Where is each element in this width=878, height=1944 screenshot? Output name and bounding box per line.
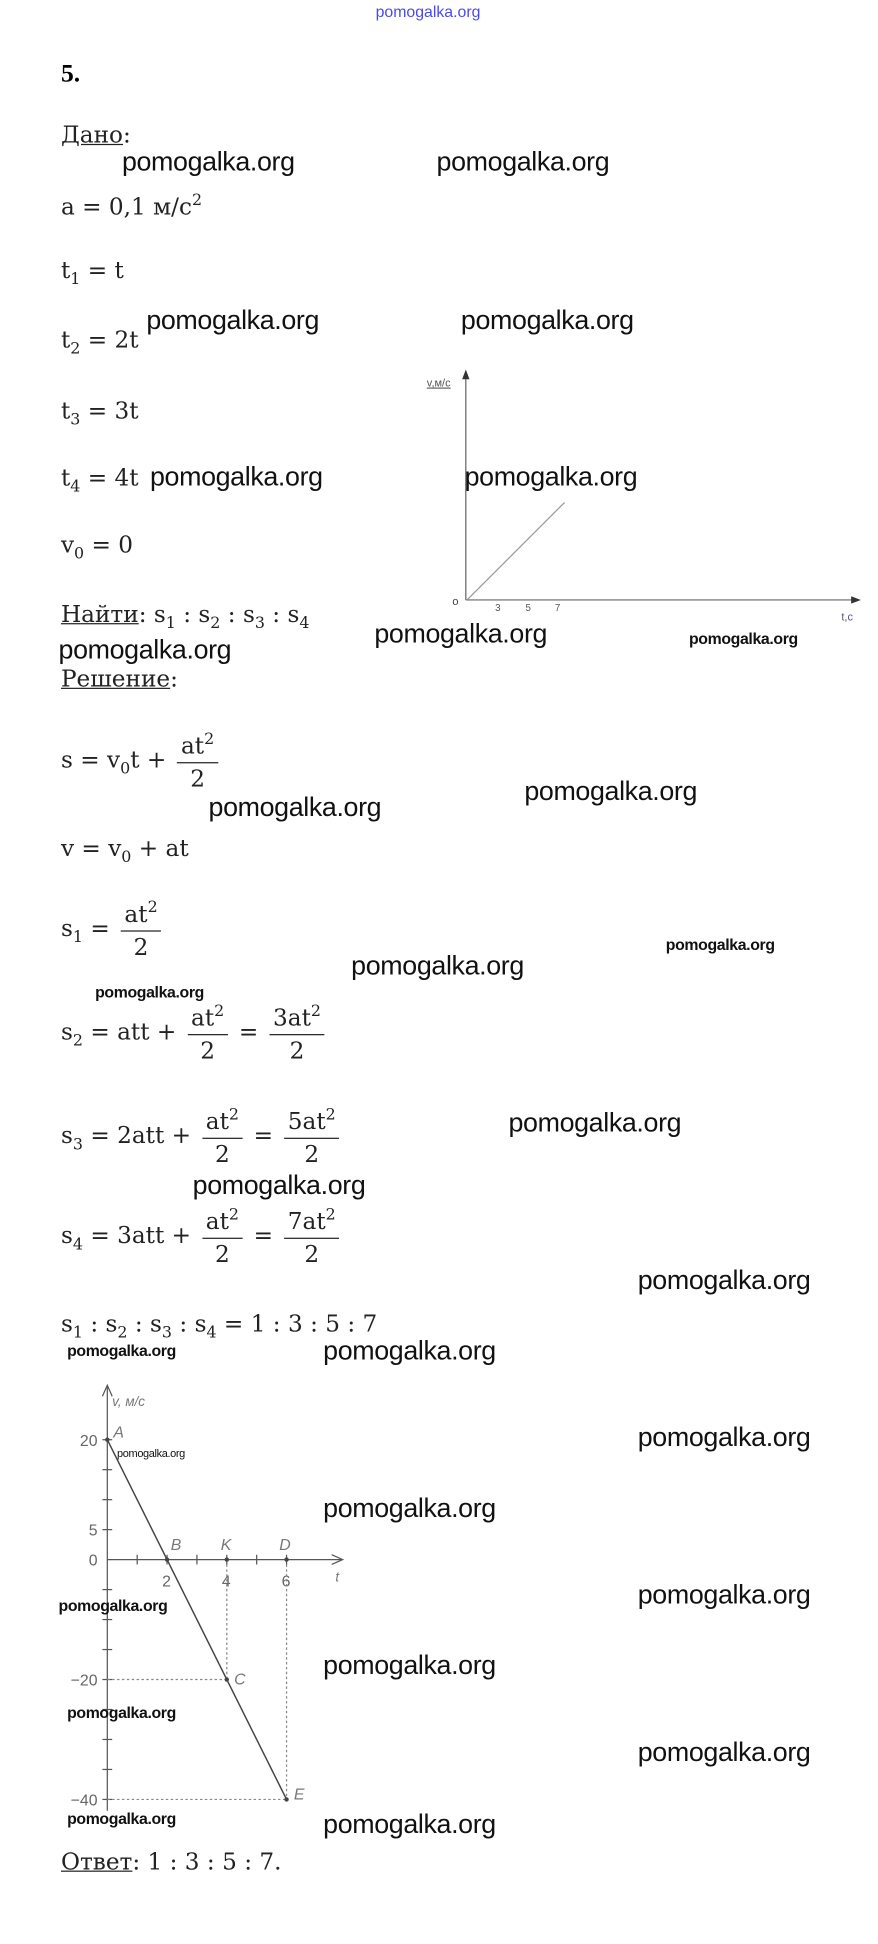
fraction <box>202 1207 243 1267</box>
formula-s1 <box>61 900 165 960</box>
watermark: pomogalka.org <box>323 1492 496 1524</box>
y-axis-label: v, м/с <box>112 1393 145 1409</box>
math-text: : s <box>138 601 166 628</box>
given-t3 <box>60 397 139 430</box>
math-text: : s <box>175 601 211 628</box>
fraction <box>202 1107 243 1167</box>
math-text: = 4t <box>80 464 139 492</box>
subscript: 2 <box>72 1032 83 1051</box>
solution-label: Решение <box>60 665 171 693</box>
math-text: s <box>60 915 73 942</box>
x-tick-label: 3 <box>495 602 501 614</box>
numerator <box>202 1107 243 1139</box>
given-acceleration <box>61 193 202 220</box>
y-axis-arrow-icon <box>462 369 469 379</box>
math-text: s <box>60 1122 73 1150</box>
superscript: 2 <box>228 1205 239 1225</box>
fraction <box>177 732 218 792</box>
math-text: = 2t <box>80 326 139 354</box>
subscript: 3 <box>72 1135 83 1155</box>
numerator <box>284 1107 339 1139</box>
math-text: at <box>180 732 205 760</box>
watermark: pomogalka.org <box>58 1596 168 1615</box>
subscript: 3 <box>70 410 81 430</box>
watermark: pomogalka.org <box>508 1107 682 1138</box>
superscript: 2 <box>325 1105 336 1125</box>
denominator <box>304 1139 319 1167</box>
given-label: Дано <box>60 121 124 149</box>
point-marker <box>284 1797 288 1801</box>
superscript: 2 <box>147 898 158 917</box>
watermark: pomogalka.org <box>436 146 610 177</box>
point-marker <box>105 1438 109 1442</box>
find-expression <box>138 601 310 633</box>
superscript: 2 <box>191 191 203 210</box>
math-text: 5at <box>287 1108 326 1136</box>
watermark: pomogalka.org <box>149 460 323 492</box>
x-axis-label: t,c <box>841 611 853 624</box>
math-text: s <box>60 1310 73 1338</box>
math-text: 2 <box>214 1141 230 1169</box>
fraction <box>121 900 162 960</box>
y-tick-label: 0 <box>88 1552 98 1570</box>
x-axis-arrow-icon <box>851 596 861 603</box>
math-text: s <box>60 1222 73 1250</box>
answer-value <box>132 1849 281 1876</box>
math-text: v = v <box>60 835 122 863</box>
watermark: pomogalka.org <box>374 618 548 649</box>
watermark: pomogalka.org <box>121 146 295 177</box>
subscript: 3 <box>254 614 265 633</box>
subscript: 1 <box>72 928 83 947</box>
math-text: = 3t <box>80 397 139 425</box>
header-watermark: pomogalka.org <box>375 2 481 21</box>
numerator <box>284 1207 339 1239</box>
x-tick-label: 7 <box>554 602 561 614</box>
math-text: = 2att + <box>82 1122 199 1150</box>
y-tick-label: −40 <box>70 1792 98 1810</box>
watermark: pomogalka.org <box>95 982 204 1002</box>
math-text: v <box>60 531 75 559</box>
point-label-a: A <box>113 1424 124 1442</box>
math-text: + at <box>131 835 189 863</box>
math-text: 2 <box>304 1141 320 1169</box>
find-line <box>60 601 310 633</box>
subscript: 4 <box>206 1324 217 1343</box>
formula-distance <box>61 732 222 792</box>
point-label-b: B <box>170 1536 182 1554</box>
answer-line <box>60 1848 282 1876</box>
subscript: 2 <box>117 1324 128 1343</box>
math-text: a = 0,1 м/с <box>60 193 192 221</box>
point-label-e: E <box>293 1786 305 1804</box>
formula-velocity <box>60 835 189 867</box>
watermark: pomogalka.org <box>464 460 638 492</box>
watermark: pomogalka.org <box>637 1421 811 1453</box>
formula-s2 <box>61 1004 328 1064</box>
superscript: 2 <box>228 1105 239 1125</box>
math-text: at <box>191 1004 215 1032</box>
math-text: 2 <box>304 1241 320 1269</box>
watermark: pomogalka.org <box>637 1264 811 1296</box>
denominator <box>190 763 205 791</box>
formula-s3 <box>61 1107 343 1167</box>
subscript: 2 <box>70 340 81 359</box>
x-tick-label: 5 <box>525 602 531 614</box>
given-v0 <box>60 531 134 564</box>
watermark: pomogalka.org <box>637 1736 811 1767</box>
watermark: pomogalka.org <box>323 1335 496 1366</box>
given-t2 <box>60 326 139 359</box>
subscript: 4 <box>72 1235 83 1255</box>
subscript: 4 <box>70 478 81 497</box>
y-tick-label: −20 <box>70 1672 98 1690</box>
formula-s4 <box>61 1207 343 1267</box>
denominator <box>200 1035 215 1063</box>
watermark: pomogalka.org <box>67 1809 176 1828</box>
y-tick-label: 5 <box>88 1522 98 1540</box>
math-text: : s <box>127 1310 162 1338</box>
x-axis-label: t <box>335 1569 340 1585</box>
math-text: 2 <box>133 934 149 961</box>
math-text: = 3att + <box>82 1222 199 1250</box>
math-text: t <box>60 464 71 492</box>
watermark: pomogalka.org <box>208 791 382 822</box>
fraction <box>284 1107 339 1167</box>
velocity-line <box>107 1440 286 1800</box>
point-marker <box>284 1557 288 1561</box>
subscript: 0 <box>120 760 131 779</box>
watermark: pomogalka.org <box>117 1447 185 1460</box>
numerator <box>202 1207 243 1239</box>
numerator <box>177 732 218 764</box>
given-t4 <box>60 464 139 497</box>
math-text: : s <box>220 601 255 628</box>
math-text: = <box>246 1122 281 1150</box>
subscript: 1 <box>72 1324 83 1343</box>
watermark: pomogalka.org <box>688 629 798 648</box>
velocity-line <box>467 502 565 600</box>
superscript: 2 <box>214 1002 225 1021</box>
superscript: 2 <box>310 1002 322 1021</box>
subscript: 2 <box>210 614 221 633</box>
numerator <box>269 1004 324 1036</box>
denominator <box>290 1035 305 1063</box>
point-marker <box>225 1677 229 1681</box>
math-text: 2 <box>289 1037 305 1065</box>
x-tick-label: 4 <box>221 1573 231 1591</box>
math-text: t <box>60 257 71 285</box>
math-text: 3at <box>273 1004 311 1032</box>
fraction <box>284 1207 339 1267</box>
math-text: at <box>205 1208 229 1236</box>
watermark: pomogalka.org <box>524 775 698 807</box>
math-text: t <box>60 326 71 354</box>
given-t1 <box>60 257 124 289</box>
numerator <box>121 900 162 932</box>
superscript: 2 <box>204 730 215 749</box>
math-text: 2 <box>214 1241 230 1269</box>
math-text: 2 <box>190 765 205 793</box>
point-marker <box>225 1557 229 1561</box>
subscript: 1 <box>165 614 176 633</box>
watermark: pomogalka.org <box>665 935 775 954</box>
watermark: pomogalka.org <box>146 304 320 336</box>
problem-number: 5. <box>60 58 81 88</box>
x-tick-label: 6 <box>281 1573 291 1591</box>
math-text: = t <box>80 257 124 285</box>
point-marker <box>165 1557 169 1561</box>
y-tick-label: 20 <box>79 1432 98 1450</box>
math-text: = 1 : 3 : 5 : 7 <box>216 1310 378 1338</box>
watermark: pomogalka.org <box>351 949 524 981</box>
math-text: 7at <box>287 1208 326 1236</box>
subscript: 0 <box>74 545 85 564</box>
subscript: 3 <box>161 1324 173 1343</box>
find-label: Найти <box>60 601 139 628</box>
denominator <box>134 932 149 960</box>
watermark: pomogalka.org <box>323 1808 496 1839</box>
math-text: : s <box>264 601 300 628</box>
velocity-graph-small <box>415 360 878 634</box>
subscript: 0 <box>121 848 132 867</box>
math-text: t + <box>130 746 174 774</box>
math-text: at <box>124 901 148 928</box>
denominator <box>215 1239 230 1267</box>
x-tick-label: 2 <box>162 1573 171 1591</box>
watermark: pomogalka.org <box>67 1341 176 1360</box>
point-label-d: D <box>279 1536 291 1554</box>
math-text: = <box>246 1222 281 1250</box>
math-text: : 1 : 3 : 5 : 7. <box>132 1848 282 1876</box>
solution-heading: Решение: <box>60 665 178 693</box>
math-text: = <box>231 1018 266 1046</box>
math-text: : s <box>82 1310 118 1338</box>
math-text: = att + <box>82 1018 184 1046</box>
watermark: pomogalka.org <box>58 634 232 665</box>
answer-label: Ответ <box>60 1848 133 1876</box>
math-text: = 0 <box>84 531 134 559</box>
watermark: pomogalka.org <box>67 1703 176 1722</box>
origin-label: o <box>452 595 459 608</box>
point-label-c: C <box>234 1671 246 1689</box>
watermark: pomogalka.org <box>460 304 634 336</box>
watermark: pomogalka.org <box>637 1579 811 1610</box>
math-text: at <box>205 1108 229 1136</box>
math-text: s = v <box>60 746 121 774</box>
subscript: 4 <box>299 614 310 633</box>
fraction <box>187 1004 228 1064</box>
math-text: s <box>60 1018 73 1046</box>
y-axis-label: v,м/с <box>426 377 451 390</box>
superscript: 2 <box>325 1205 336 1225</box>
math-text: : s <box>172 1310 207 1338</box>
given-heading: Дано: <box>60 121 131 149</box>
subscript: 1 <box>70 270 81 289</box>
numerator <box>187 1004 228 1036</box>
math-text: t <box>60 397 71 425</box>
watermark: pomogalka.org <box>192 1169 366 1200</box>
math-text: = <box>82 915 118 942</box>
denominator <box>215 1139 230 1167</box>
fraction <box>269 1004 324 1064</box>
denominator <box>304 1239 319 1267</box>
point-label-k: K <box>220 1536 232 1554</box>
watermark: pomogalka.org <box>323 1649 496 1681</box>
math-text: 2 <box>200 1037 216 1065</box>
